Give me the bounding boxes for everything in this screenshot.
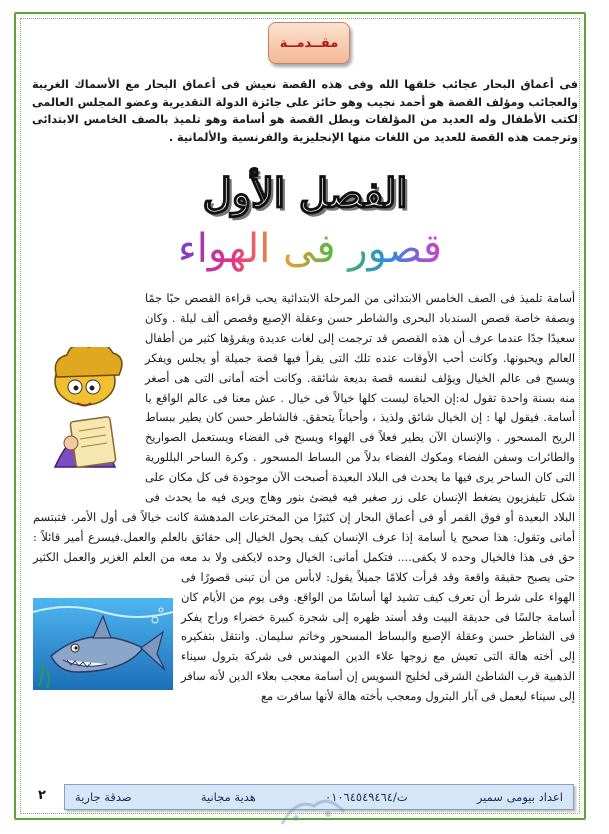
story-body-part2: والعمل الكثير حتى يصبح حقيقة واقعة وقد قرأت كلامًا جميلاً يقول: لابأس من أن تبنى قصورًا فى الهواء على شرط أن تعرف كيف تشيد لها أساسًا من الواقع. وفى يوم من الأيام كان أسامة جالسًا فى حديقة البيت وقد أسند ظهره إلى شجرة كبيرة خضراء وراح يفكر فى الشاطر حسن وعقلة الإصبع والبساط المسحور وخاتم سليمان. وانتقل بتفكيره إلى أخته هالة التى تعيش مع زوجها علاء الدين المهندس فى شركة بترول سيناء الذهبية قرب الشاطئ الشرقى لخليج السويس إن أسامة معجب بعلاء الدين لأنه سافر إلى سيناء ليعمل فى آبار البترول ومعجب بأخته هالة لأنها سافرت مع: [33, 550, 575, 704]
reading-child-illustration: [33, 347, 137, 485]
watermark-logo-icon: [278, 796, 348, 830]
story-title: [160, 224, 460, 280]
footer-gift: هدية مجانية: [200, 790, 256, 804]
footer-charity: صدقة جارية: [75, 790, 132, 804]
story-title-text: قصور فى الهواء: [177, 226, 442, 272]
footer-author: اعداد بيومى سمير: [476, 790, 563, 804]
shark-illustration: [33, 598, 173, 690]
footer-phone: ت/٠١٠٦٤٥٤٩٤٦٤: [325, 790, 408, 804]
intro-paragraph: فى أعماق البحار عجائب خلقها الله وفى هذه القصة نعيش فى أعماق البحار مع الأسماك الغريبة والعجائب ومؤلف القصة هو أحمد نجيب وهو حائز على جائزة الدولة التقديرية وعضو المجلس العالمى لكتب الأطفال وله العديد من المؤلفات وبطل القصة هو أسامة وهو تلميذ بالصف الخامس الابتدائى وترجمت هذه القصة للعديد من اللغات منها الإنجليزية والفرنسية والألمانية .: [32, 78, 578, 144]
chapter-title: الفصل الأول: [202, 170, 408, 217]
page-number: ٢: [38, 788, 46, 803]
story-body: [33, 289, 575, 707]
intro-label: مقــدمــة: [268, 22, 350, 64]
story-body-part1: أسامة تلميذ فى الصف الخامس الابتدائى من المرحلة الابتدائية يحب قراءة القصص حبًا جمًا وبصفة خاصة قصص السندباد البحرى والشاطر حسن وعقلة الإصبع وقصص ألف ليلة . وكان سعيدًا جدًا عندما عرف أن هذه القصص قد ترجمت إلى لغات عديدة ويقرؤها كثير من أطفال العالم ويحبونها. وكانت أحب الأوقات عنده تلك التى يقرأ فيها قصة جميلة أو يجلس ويفكر ويسبح فى عالم الخيال ويؤلف لنفسه قصة بديعة شائقة. وكانت أخته أمانى التى هى أصغر منه بسنة واحدة تقول له:إن الحياة ليست كلها خيالاً فى خيال . عش معنا فى عالم الواقع يا أسامة. فيقول لها : إن الخيال شائق ولذيذ ، وأحياناً يتحقق. فالشاطر حسن كان يطير ببساط الريح المسحور . والإنسان الآن يطير فعلاً فى الهواء ويسبح فى الفضاء ويستعمل الصواريخ والطائرات وسفن الفضاء ومكوك الفضاء بدلاً من البساط المسحور . وكرة الساحر البللورية التى كان الساحر يرى فيها ما يحدث فى البلاد البعيدة أصبحت الآن موجودة فى كل مكان على شكل تليفزيون يضغط الإنسان على زر صغير فيه فيضئ بنور وهاج ويرى فيه ما يحدث فى البلاد البعيدة أو فوق القمر أو فى أعماق البحار إن كثيرًا من المخترعات المدهشة كانت خيالاً فى أول الأمر. فتبتسم أمانى وتقول: هذا صحيح يا أسامة إذا عرف الإنسان كيف يحول الخيال إلى حقائق بالعلم والعمل.فيسرع أمير قائلاً : حق فى هذا فالخيال وحده لا يكفى.... فتكمل أمانى: الخيال وحده لايكفى ولا بد معه من العلم الغزير: [33, 292, 575, 564]
